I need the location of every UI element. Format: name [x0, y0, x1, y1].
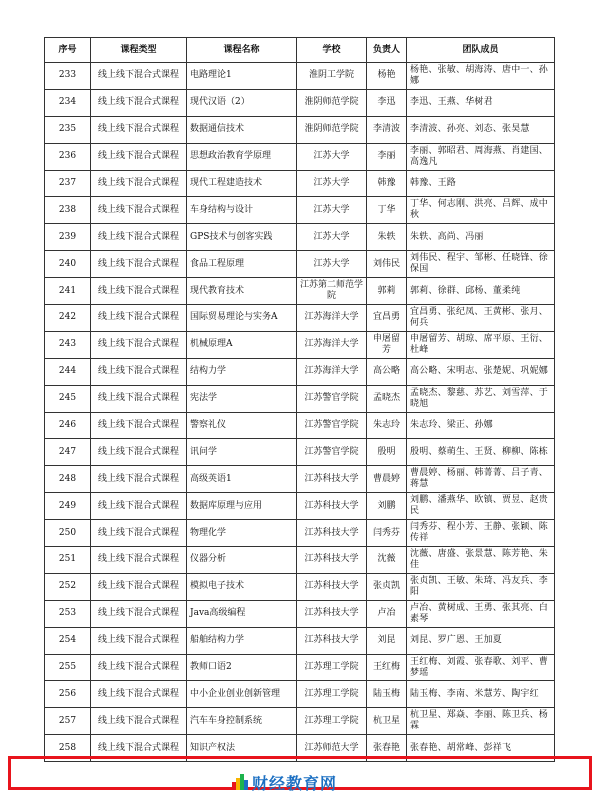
cell-team: 刘鹏、潘燕华、欧镇、贾昱、赵贵民 — [407, 493, 555, 520]
cell-index: 248 — [45, 466, 91, 493]
cell-index: 252 — [45, 573, 91, 600]
table-header-row — [45, 38, 555, 63]
cell-school: 江苏警官学院 — [297, 385, 367, 412]
table-row — [45, 143, 555, 170]
cell-leader: 高公略 — [367, 358, 407, 385]
cell-school: 淮阴师范学院 — [297, 89, 367, 116]
cell-course-name: Java高级编程 — [187, 600, 297, 627]
table-row — [45, 708, 555, 735]
cell-course-type: 线上线下混合式课程 — [91, 224, 187, 251]
cell-leader: 杭卫星 — [367, 708, 407, 735]
table-row — [45, 170, 555, 197]
cell-leader: 朱轶 — [367, 224, 407, 251]
cell-index: 255 — [45, 654, 91, 681]
cell-school: 江苏大学 — [297, 224, 367, 251]
cell-index: 245 — [45, 385, 91, 412]
watermark-logo-icon — [232, 774, 248, 790]
cell-leader: 闫秀芬 — [367, 520, 407, 547]
cell-index: 253 — [45, 600, 91, 627]
cell-index: 247 — [45, 439, 91, 466]
table-row — [45, 466, 555, 493]
cell-leader: 丁华 — [367, 197, 407, 224]
cell-leader: 杨艳 — [367, 63, 407, 90]
cell-index: 239 — [45, 224, 91, 251]
cell-course-name: 国际贸易理论与实务A — [187, 305, 297, 332]
cell-index: 236 — [45, 143, 91, 170]
cell-course-name: GPS技术与创客实践 — [187, 224, 297, 251]
cell-course-type: 线上线下混合式课程 — [91, 89, 187, 116]
table-row — [45, 412, 555, 439]
cell-course-type: 线上线下混合式课程 — [91, 63, 187, 90]
cell-index: 256 — [45, 681, 91, 708]
cell-team: 朱轶、高尚、冯丽 — [407, 224, 555, 251]
table-row — [45, 278, 555, 305]
cell-course-type: 线上线下混合式课程 — [91, 466, 187, 493]
header-index: 序号 — [45, 38, 91, 63]
cell-team: 申屠留芳、胡琼、席平原、王衍、杜峰 — [407, 331, 555, 358]
cell-team: 刘昆、罗广恩、王加夏 — [407, 627, 555, 654]
cell-leader: 刘伟民 — [367, 251, 407, 278]
watermark — [232, 772, 380, 792]
cell-leader: 申屠留芳 — [367, 331, 407, 358]
cell-index: 233 — [45, 63, 91, 90]
cell-course-name: 中小企业创业创新管理 — [187, 681, 297, 708]
table-row — [45, 251, 555, 278]
cell-team: 曹晨婷、杨丽、韩菁菁、吕子青、蒋慧 — [407, 466, 555, 493]
table-row — [45, 547, 555, 574]
cell-course-type: 线上线下混合式课程 — [91, 170, 187, 197]
cell-school: 江苏科技大学 — [297, 547, 367, 574]
cell-course-type: 线上线下混合式课程 — [91, 654, 187, 681]
cell-course-type: 线上线下混合式课程 — [91, 385, 187, 412]
cell-team: 杨艳、张敏、胡海涛、唐中一、孙娜 — [407, 63, 555, 90]
cell-school: 江苏科技大学 — [297, 573, 367, 600]
table-row — [45, 627, 555, 654]
cell-leader: 陆玉梅 — [367, 681, 407, 708]
table-row — [45, 116, 555, 143]
cell-school: 江苏大学 — [297, 197, 367, 224]
cell-course-type: 线上线下混合式课程 — [91, 278, 187, 305]
cell-course-name: 现代教育技术 — [187, 278, 297, 305]
cell-team: 沈薇、唐盛、张景慧、陈芳艳、朱佳 — [407, 547, 555, 574]
cell-course-name: 仪器分析 — [187, 547, 297, 574]
cell-team: 殷明、蔡萌生、王贤、柳柳、陈栋 — [407, 439, 555, 466]
cell-school: 江苏理工学院 — [297, 708, 367, 735]
cell-team: 卢冶、黄树成、王勇、张其亮、白素琴 — [407, 600, 555, 627]
table-row — [45, 89, 555, 116]
cell-school: 江苏警官学院 — [297, 439, 367, 466]
table-row — [45, 358, 555, 385]
cell-course-type: 线上线下混合式课程 — [91, 143, 187, 170]
cell-school: 江苏第二师范学院 — [297, 278, 367, 305]
cell-index: 234 — [45, 89, 91, 116]
cell-team: 高公略、宋明志、张楚妮、巩妮娜 — [407, 358, 555, 385]
cell-leader: 孟晓杰 — [367, 385, 407, 412]
cell-school: 江苏科技大学 — [297, 466, 367, 493]
cell-leader: 殷明 — [367, 439, 407, 466]
cell-leader: 刘昆 — [367, 627, 407, 654]
cell-school: 淮阴师范学院 — [297, 116, 367, 143]
cell-leader: 卢冶 — [367, 600, 407, 627]
cell-team: 郭莉、徐群、邱杨、董柔纯 — [407, 278, 555, 305]
table-row — [45, 331, 555, 358]
cell-course-name: 高级英语1 — [187, 466, 297, 493]
cell-team: 杭卫星、郑焱、李丽、陈卫兵、杨霖 — [407, 708, 555, 735]
cell-leader: 李迅 — [367, 89, 407, 116]
cell-course-type: 线上线下混合式课程 — [91, 305, 187, 332]
cell-team: 韩豫、王路 — [407, 170, 555, 197]
cell-course-type: 线上线下混合式课程 — [91, 439, 187, 466]
cell-team: 李清波、孙亮、刘态、张昊慧 — [407, 116, 555, 143]
cell-school: 江苏大学 — [297, 251, 367, 278]
cell-course-name: 船舶结构力学 — [187, 627, 297, 654]
cell-leader: 宜昌勇 — [367, 305, 407, 332]
cell-course-type: 线上线下混合式课程 — [91, 116, 187, 143]
cell-index: 243 — [45, 331, 91, 358]
cell-school: 江苏理工学院 — [297, 681, 367, 708]
cell-index: 251 — [45, 547, 91, 574]
cell-course-name: 警察礼仪 — [187, 412, 297, 439]
cell-leader: 曹晨婷 — [367, 466, 407, 493]
cell-course-name: 讯问学 — [187, 439, 297, 466]
cell-course-name: 机械原理A — [187, 331, 297, 358]
table-row — [45, 224, 555, 251]
cell-course-type: 线上线下混合式课程 — [91, 520, 187, 547]
cell-course-name: 数据库原理与应用 — [187, 493, 297, 520]
cell-course-name: 现代工程建造技术 — [187, 170, 297, 197]
cell-course-type: 线上线下混合式课程 — [91, 600, 187, 627]
cell-course-name: 汽车车身控制系统 — [187, 708, 297, 735]
cell-course-type: 线上线下混合式课程 — [91, 331, 187, 358]
cell-course-name: 电路理论1 — [187, 63, 297, 90]
cell-course-name: 结构力学 — [187, 358, 297, 385]
cell-leader: 张春艳 — [367, 735, 407, 762]
cell-leader: 李丽 — [367, 143, 407, 170]
course-table — [44, 37, 555, 762]
table-row — [45, 197, 555, 224]
cell-leader: 李清波 — [367, 116, 407, 143]
cell-course-name: 现代汉语（2） — [187, 89, 297, 116]
header-leader: 负责人 — [367, 38, 407, 63]
cell-team: 孟晓杰、黎慈、苏艺、刘雪萍、于晓旭 — [407, 385, 555, 412]
cell-course-type: 线上线下混合式课程 — [91, 251, 187, 278]
cell-course-name: 数据通信技术 — [187, 116, 297, 143]
cell-team: 刘伟民、程宇、邹彬、任晓锋、徐保国 — [407, 251, 555, 278]
cell-index: 249 — [45, 493, 91, 520]
cell-course-type: 线上线下混合式课程 — [91, 573, 187, 600]
cell-course-name: 知识产权法 — [187, 735, 297, 762]
cell-leader: 朱志玲 — [367, 412, 407, 439]
cell-leader: 郭莉 — [367, 278, 407, 305]
table-row — [45, 493, 555, 520]
table-row — [45, 305, 555, 332]
cell-course-name: 宪法学 — [187, 385, 297, 412]
cell-school: 江苏科技大学 — [297, 600, 367, 627]
cell-course-type: 线上线下混合式课程 — [91, 197, 187, 224]
cell-course-type: 线上线下混合式课程 — [91, 735, 187, 762]
cell-course-type: 线上线下混合式课程 — [91, 547, 187, 574]
cell-index: 235 — [45, 116, 91, 143]
cell-school: 江苏警官学院 — [297, 412, 367, 439]
cell-index: 258 — [45, 735, 91, 762]
cell-leader: 张贞凯 — [367, 573, 407, 600]
cell-team: 宜昌勇、张纪凤、王黄彬、张月、何兵 — [407, 305, 555, 332]
table-row — [45, 681, 555, 708]
cell-course-type: 线上线下混合式课程 — [91, 681, 187, 708]
cell-course-name: 思想政治教育学原理 — [187, 143, 297, 170]
cell-index: 242 — [45, 305, 91, 332]
cell-course-type: 线上线下混合式课程 — [91, 627, 187, 654]
table-row — [45, 385, 555, 412]
cell-index: 240 — [45, 251, 91, 278]
cell-course-name: 教师口语2 — [187, 654, 297, 681]
cell-index: 237 — [45, 170, 91, 197]
cell-course-type: 线上线下混合式课程 — [91, 493, 187, 520]
cell-index: 257 — [45, 708, 91, 735]
watermark-text: 财经教育网 — [252, 773, 338, 793]
cell-leader: 王红梅 — [367, 654, 407, 681]
cell-school: 江苏海洋大学 — [297, 305, 367, 332]
cell-course-name: 物理化学 — [187, 520, 297, 547]
cell-team: 李丽、郭昭君、周海燕、肖建国、高逸凡 — [407, 143, 555, 170]
cell-course-name: 模拟电子技术 — [187, 573, 297, 600]
cell-team: 朱志玲、梁正、孙娜 — [407, 412, 555, 439]
table-row — [45, 654, 555, 681]
cell-team: 陆玉梅、李南、米慧芳、陶宇红 — [407, 681, 555, 708]
cell-course-type: 线上线下混合式课程 — [91, 358, 187, 385]
cell-school: 江苏理工学院 — [297, 654, 367, 681]
cell-index: 250 — [45, 520, 91, 547]
header-team: 团队成员 — [407, 38, 555, 63]
header-school: 学校 — [297, 38, 367, 63]
cell-school: 淮阴工学院 — [297, 63, 367, 90]
cell-index: 238 — [45, 197, 91, 224]
cell-school: 江苏科技大学 — [297, 520, 367, 547]
table-row — [45, 600, 555, 627]
cell-index: 254 — [45, 627, 91, 654]
table-row — [45, 573, 555, 600]
cell-team: 张春艳、胡常峰、彭祥飞 — [407, 735, 555, 762]
cell-leader: 沈薇 — [367, 547, 407, 574]
cell-school: 江苏大学 — [297, 143, 367, 170]
cell-course-name: 车身结构与设计 — [187, 197, 297, 224]
cell-team: 闫秀芬、程小芳、王静、张颖、陈传祥 — [407, 520, 555, 547]
cell-school: 江苏科技大学 — [297, 627, 367, 654]
cell-school: 江苏科技大学 — [297, 493, 367, 520]
cell-school: 江苏海洋大学 — [297, 331, 367, 358]
cell-school: 江苏海洋大学 — [297, 358, 367, 385]
table-row — [45, 439, 555, 466]
header-course-name: 课程名称 — [187, 38, 297, 63]
cell-school: 江苏师范大学 — [297, 735, 367, 762]
cell-leader: 刘鹏 — [367, 493, 407, 520]
table-row — [45, 520, 555, 547]
cell-team: 丁华、何志刚、洪亮、吕辉、成中秋 — [407, 197, 555, 224]
table-row — [45, 63, 555, 90]
cell-course-type: 线上线下混合式课程 — [91, 412, 187, 439]
cell-school: 江苏大学 — [297, 170, 367, 197]
cell-index: 244 — [45, 358, 91, 385]
cell-index: 241 — [45, 278, 91, 305]
cell-team: 王红梅、刘霞、张春歌、刘平、曹梦瑶 — [407, 654, 555, 681]
cell-team: 李迅、王燕、华树君 — [407, 89, 555, 116]
cell-index: 246 — [45, 412, 91, 439]
cell-course-type: 线上线下混合式课程 — [91, 708, 187, 735]
cell-course-name: 食品工程原理 — [187, 251, 297, 278]
cell-team: 张贞凯、王敏、朱琦、冯友兵、李阳 — [407, 573, 555, 600]
header-course-type: 课程类型 — [91, 38, 187, 63]
cell-leader: 韩豫 — [367, 170, 407, 197]
